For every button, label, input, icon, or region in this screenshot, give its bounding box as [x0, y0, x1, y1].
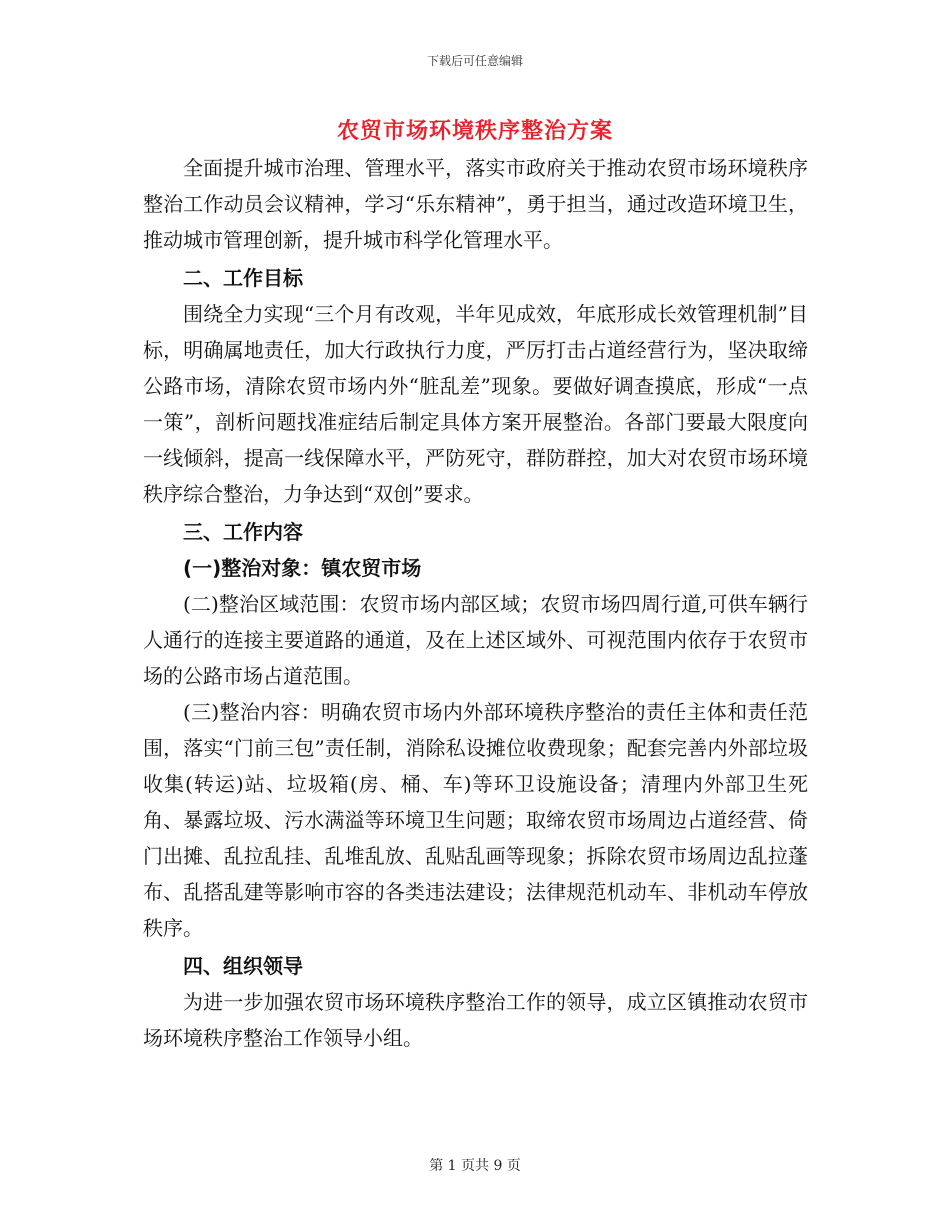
content-item-details: (三)整治内容：明确农贸市场内外部环境秩序整治的责任主体和责任范围，落实“门前三包”责任制，消除私设摊位收费现象；配套完善内外部垃圾收集(转运)站、垃圾箱(房、桶、车)等环卫设施设备；清理内外部卫生死角、暴露垃圾、污水满溢等环境卫生问题；取缔农贸市场周边占道经营、倚门出摊、乱拉乱挂、乱堆乱放、乱贴乱画等现象；拆除农贸市场周边乱拉蓬布、乱搭乱建等影响市容的各类违法建设；法律规范机动车、非机动车停放秩序。: [143, 700, 808, 940]
section-heading-goals: 二、工作目标: [183, 266, 303, 290]
content-item-area: (二)整治区域范围：农贸市场内部区域；农贸市场四周行道,可供车辆行人通行的连接主要道路的通道，及在上述区域外、可视范围内依存于农贸市场的公路市场占道范围。: [143, 592, 808, 688]
subheading-target: (一)整治对象：镇农贸市场: [183, 556, 422, 580]
intro-paragraph: 全面提升城市治理、管理水平，落实市政府关于推动农贸市场环境秩序整治工作动员会议精神，学习“乐东精神”，勇于担当，通过改造环境卫生，推动城市管理创新，提升城市科学化管理水平。: [143, 156, 808, 252]
section-heading-content: 三、工作内容: [183, 520, 303, 544]
page-number: 第 1 页共 9 页: [429, 1158, 521, 1174]
page-header-note: 下载后可任意编辑: [426, 54, 523, 68]
document-body: [143, 150, 808, 1056]
document-title: 农贸市场环境秩序整治方案: [336, 118, 613, 144]
goals-paragraph: 围绕全力实现“三个月有改观，半年见成效，年底形成长效管理机制”目标，明确属地责任，加大行政执行力度，严厉打击占道经营行为，坚决取缔公路市场，清除农贸市场内外“脏乱差”现象。要做好调查摸底，形成“一点一策”，剖析问题找准症结后制定具体方案开展整治。各部门要最大限度向一线倾斜，提高一线保障水平，严防死守，群防群控，加大对农贸市场环境秩序综合整治，力争达到“双创”要求。: [143, 302, 808, 506]
leadership-paragraph: 为进一步加强农贸市场环境秩序整治工作的领导，成立区镇推动农贸市场环境秩序整治工作领导小组。: [143, 990, 808, 1050]
section-heading-leadership: 四、组织领导: [183, 954, 303, 978]
